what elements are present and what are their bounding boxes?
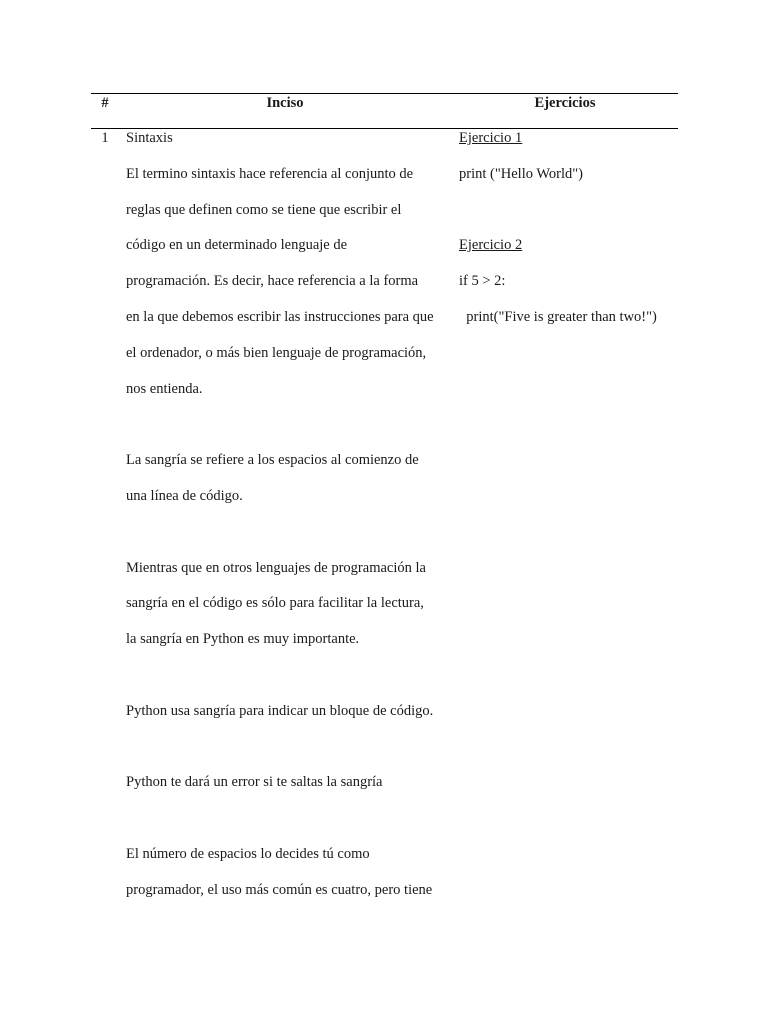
inciso-line: La sangría se refiere a los espacios al comienzo de <box>126 452 419 469</box>
header-number: # <box>101 95 109 111</box>
ejercicio-2-heading: Ejercicio 2 <box>459 237 523 254</box>
inciso-title: Sintaxis <box>126 130 173 146</box>
code-line: print("Five is greater than two!") <box>459 308 657 325</box>
inciso-line: El termino sintaxis hace referencia al conjunto de <box>126 165 414 182</box>
inciso-line: sangría en el código es sólo para facilitar la lectura, <box>126 595 424 612</box>
code-line: print ("Hello World") <box>459 165 583 182</box>
inciso-line: programador, el uso más común es cuatro, pero tiene <box>126 881 433 898</box>
inciso-line: nos entienda. <box>126 380 203 397</box>
row-number: 1 <box>101 130 109 146</box>
code-line: if 5 > 2: <box>459 273 506 290</box>
inciso-line: Python usa sangría para indicar un bloque de código. <box>126 702 434 719</box>
inciso-blank-line <box>126 809 452 845</box>
inciso-line: reglas que definen como se tiene que escribir el <box>126 201 402 218</box>
inciso-line: Python te dará un error si te saltas la sangría <box>126 774 383 791</box>
inciso-blank-line <box>126 738 452 774</box>
inciso-line: programación. Es decir, hace referencia a la forma <box>126 273 419 290</box>
ejercicio-1-heading: Ejercicio 1 <box>459 130 523 146</box>
inciso-column <box>126 129 452 917</box>
header-ejercicios: Ejercicios <box>534 95 596 111</box>
inciso-line: la sangría en Python es muy importante. <box>126 631 360 648</box>
header-inciso: Inciso <box>266 95 304 111</box>
inciso-blank-line <box>126 415 452 451</box>
inciso-line: una línea de código. <box>126 487 243 504</box>
blank-line <box>459 201 678 237</box>
inciso-line: en la que debemos escribir las instrucciones para que <box>126 308 434 325</box>
inciso-line: el ordenador, o más bien lenguaje de programación, <box>126 344 427 361</box>
inciso-blank-line <box>126 666 452 702</box>
inciso-line: El número de espacios lo decides tú como <box>126 845 370 862</box>
inciso-line: Mientras que en otros lenguajes de programación la <box>126 559 426 576</box>
inciso-blank-line <box>126 523 452 559</box>
ejercicios-column <box>459 129 678 344</box>
inciso-line: código en un determinado lenguaje de <box>126 237 348 254</box>
